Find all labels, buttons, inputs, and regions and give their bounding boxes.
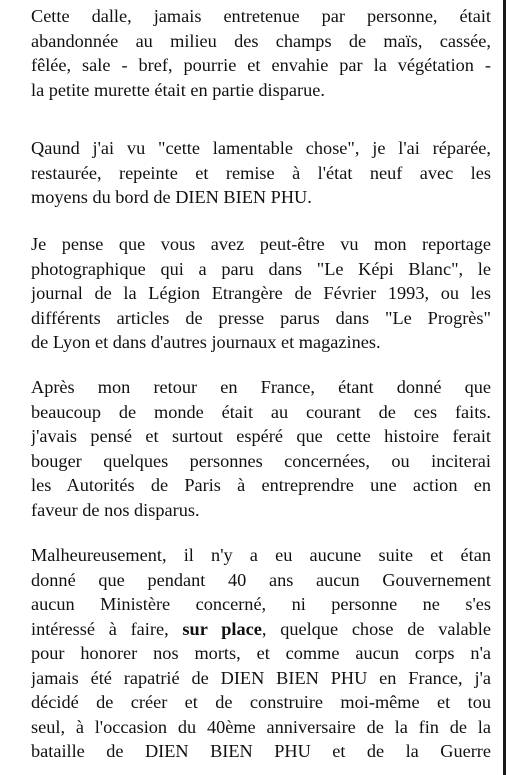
text-line-with-bold	[31, 617, 491, 642]
text-line: bataille de DIEN BIEN PHU et de la Guerre	[31, 741, 491, 761]
text-line: aucun Ministère concerné, ni personne ne s'es	[31, 594, 491, 614]
text-line: bouger quelques personnes concernées, ou inciterai	[31, 450, 491, 471]
text-line: photographique qui a paru dans "Le Képi Blanc", le	[31, 258, 491, 279]
text-line: pour honorer nos morts, et comme aucun corps n'a	[31, 643, 491, 663]
text-line: Cette dalle, jamais entretenue par personne, était	[31, 6, 491, 26]
text-line: faveur de nos disparus.	[31, 499, 200, 520]
text-segment: quelque chose de valable	[280, 618, 491, 639]
text-line: jamais été rapatrié de DIEN BIEN PHU en France, j'a	[31, 667, 491, 688]
text-line: Malheureusement, il n'y a eu aucune suite et étan	[31, 545, 491, 565]
text-line: Je pense que vous avez peut-être vu mon reportage	[31, 234, 491, 254]
paragraph-1	[31, 4, 491, 102]
text-line: Qaund j'ai vu "cette lamentable chose", je l'ai réparée,	[31, 138, 491, 158]
text-line: les Autorités de Paris à entreprendre une action en	[31, 475, 491, 495]
text-line: différents articles de presse parus dans "Le Progrès"	[31, 307, 491, 328]
text-line: moyens du bord de DIEN BIEN PHU.	[31, 187, 312, 207]
text-line: la petite murette était en partie disparue.	[31, 79, 325, 100]
text-line: journal de la Légion Etrangère de Février 1993, ou les	[31, 283, 491, 303]
paragraph-2	[31, 136, 491, 210]
text-line: Après mon retour en France, étant donné que	[31, 377, 491, 397]
text-line: beaucoup de monde était au courant de ces faits.	[31, 401, 491, 422]
text-line: restaurée, repeinte et remise à l'état neuf avec les	[31, 162, 491, 183]
paragraph-5	[31, 543, 491, 764]
text-line: fêlée, sale - bref, pourrie et envahie par la végétation -	[31, 55, 491, 75]
text-line: abandonnée au milieu des champs de maïs, cassée,	[31, 30, 491, 51]
text-line: donné que pendant 40 ans aucun Gouvernement	[31, 569, 491, 590]
text-line: décidé de créer et de construire moi-même et tou	[31, 692, 491, 712]
bold-emphasis: sur place	[182, 618, 262, 639]
text-line: seul, à l'occasion du 40ème anniversaire de la fin de la	[31, 716, 491, 737]
paragraph-4	[31, 375, 491, 522]
text-segment: intéressé à faire,	[31, 618, 183, 639]
text-line: j'avais pensé et surtout espéré que cette histoire ferait	[31, 426, 491, 446]
text-line: de Lyon et dans d'autres journaux et magazines.	[31, 332, 381, 352]
text-segment: ,	[261, 618, 267, 639]
paragraph-3	[31, 232, 491, 355]
